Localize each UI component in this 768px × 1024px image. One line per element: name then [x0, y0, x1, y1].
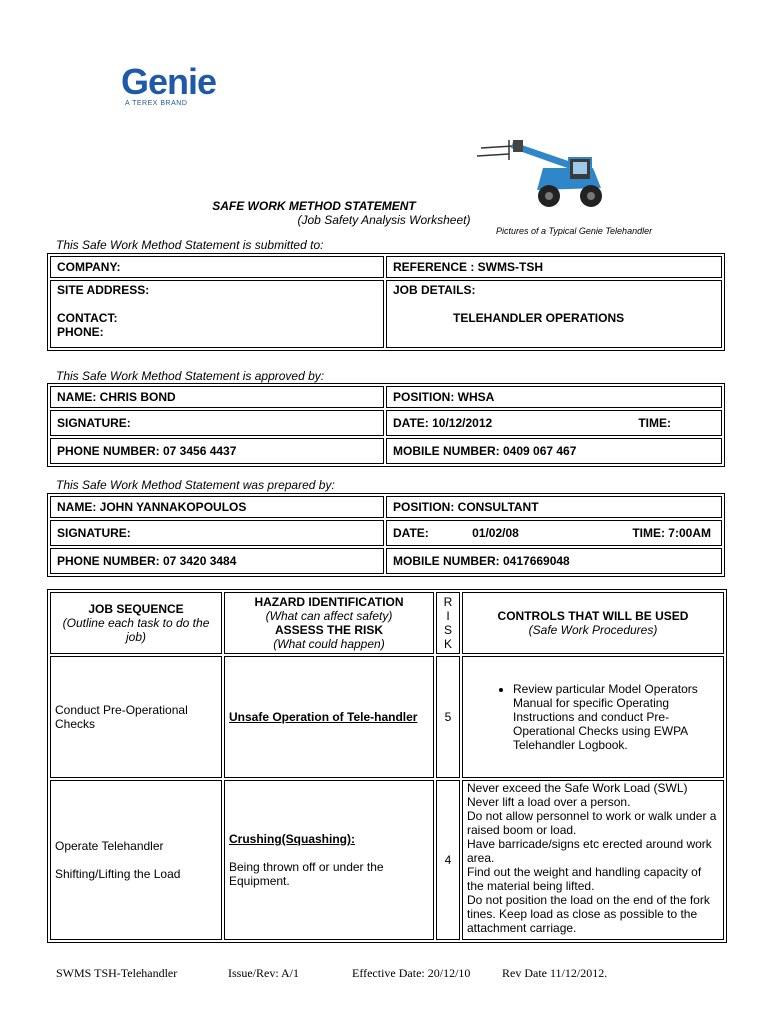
risk-letter-k: K: [443, 637, 452, 651]
job-cell: [50, 780, 222, 940]
prepared-signature: SIGNATURE:: [50, 520, 384, 546]
hazard-subtitle: (What can affect safety): [265, 609, 393, 623]
approved-time: TIME:: [638, 416, 671, 430]
risk-cell: 5: [436, 656, 460, 778]
job-line-1: Operate Telehandler: [55, 839, 164, 853]
approved-position: POSITION: WHSA: [386, 386, 722, 408]
risk-letter-r: R: [443, 595, 453, 609]
footer-effective: Effective Date: 20/12/10: [352, 966, 471, 980]
approved-signature: SIGNATURE:: [50, 410, 384, 436]
list-item: Never lift a load over a person.: [467, 795, 631, 809]
site-address-label: SITE ADDRESS:: [57, 283, 150, 297]
approved-table: [47, 383, 725, 467]
prepared-mobile: MOBILE NUMBER: 0417669048: [386, 548, 722, 574]
phone-label: PHONE:: [57, 325, 104, 339]
site-address-cell: [50, 280, 384, 348]
risk-cell: 4: [436, 780, 460, 940]
prepared-date-cell: [386, 520, 722, 546]
reference-cell: REFERENCE : SWMS-TSH: [386, 256, 722, 278]
controls-title: CONTROLS THAT WILL BE USED: [497, 609, 689, 623]
prepared-time: TIME: 7:00AM: [632, 526, 711, 540]
hazard-cell: [224, 780, 434, 940]
controls-list: [467, 682, 719, 752]
list-item: • Review particular Model Operators Manual for specific Operating Instructions and conduct Pre-Operational Checks using EWPA Telehandler Logbook.: [513, 682, 719, 752]
hazard-header: [224, 592, 434, 654]
list-item: Have barricade/signs etc erected around work area.: [467, 837, 712, 865]
job-line-2: Shifting/Lifting the Load: [55, 867, 181, 881]
prepared-intro: This Safe Work Method Statement was prepared by:: [56, 478, 335, 492]
company-cell: COMPANY:: [50, 256, 384, 278]
hazard-cell: Unsafe Operation of Tele-handler: [224, 656, 434, 778]
approved-date: DATE: 10/12/2012: [393, 416, 493, 430]
assess-subtitle: (What could happen): [273, 637, 385, 651]
approved-date-cell: [386, 410, 722, 436]
document-title: SAFE WORK METHOD STATEMENT: [212, 199, 416, 213]
logo-tagline: A TEREX BRAND: [125, 100, 188, 107]
hazard-title: HAZARD IDENTIFICATION: [254, 595, 404, 609]
job-details-cell: [386, 280, 722, 348]
controls-subtitle: (Safe Work Procedures): [528, 623, 658, 637]
table-row: [50, 780, 724, 940]
genie-logo: [121, 61, 251, 114]
approved-intro: This Safe Work Method Statement is approved by:: [56, 369, 325, 383]
prepared-table: [47, 493, 725, 577]
controls-header: [462, 592, 724, 654]
list-item: Find out the weight and handling capacity of the material being lifted.: [467, 865, 702, 893]
submitted-intro: This Safe Work Method Statement is submitted to:: [56, 238, 324, 252]
approved-name: NAME: CHRIS BOND: [50, 386, 384, 408]
prepared-name: NAME: JOHN YANNAKOPOULOS: [50, 496, 384, 518]
submitted-table: [47, 253, 725, 351]
job-sequence-header: [50, 592, 222, 654]
footer-doc: SWMS TSH-Telehandler: [56, 966, 178, 980]
risk-letter-i: I: [446, 609, 450, 623]
prepared-date-label: DATE:: [393, 526, 429, 540]
footer-rev: Rev Date 11/12/2012.: [502, 966, 608, 980]
image-caption: Pictures of a Typical Genie Telehandler: [496, 226, 653, 236]
controls-cell: [462, 780, 724, 940]
job-details-label: JOB DETAILS:: [393, 283, 476, 297]
prepared-phone: PHONE NUMBER: 07 3420 3484: [50, 548, 384, 574]
approved-phone: PHONE NUMBER: 07 3456 4437: [50, 438, 384, 464]
risk-header: [436, 592, 460, 654]
hazard-table: [47, 589, 727, 943]
hazard-detail: Being thrown off or under the Equipment.: [229, 860, 384, 888]
job-details-value: TELEHANDLER OPERATIONS: [453, 311, 625, 325]
footer-issue: Issue/Rev: A/1: [228, 966, 299, 980]
contact-label: CONTACT:: [57, 311, 118, 325]
hazard-title-2: Crushing(Squashing):: [229, 832, 355, 846]
job-sequence-title: JOB SEQUENCE: [88, 602, 184, 616]
list-item: Do not allow personnel to work or walk under a raised boom or load.: [467, 809, 717, 837]
list-item: Never exceed the Safe Work Load (SWL): [467, 781, 688, 795]
prepared-position: POSITION: CONSULTANT: [386, 496, 722, 518]
approved-mobile: MOBILE NUMBER: 0409 067 467: [386, 438, 722, 464]
risk-letter-s: S: [443, 623, 452, 637]
job-cell: Conduct Pre-Operational Checks: [50, 656, 222, 778]
job-sequence-subtitle: (Outline each task to do the job): [62, 616, 210, 644]
controls-cell: [462, 656, 724, 778]
list-item: Do not position the load on the end of the fork tines. Keep load as close as possible to the attachment carriage.: [467, 893, 710, 935]
assess-title: ASSESS THE RISK: [274, 623, 384, 637]
document-subtitle: (Job Safety Analysis Worksheet): [297, 213, 471, 227]
table-row: [50, 656, 724, 778]
logo-brand: Genie: [121, 61, 217, 102]
prepared-date-value: 01/02/08: [472, 526, 519, 540]
